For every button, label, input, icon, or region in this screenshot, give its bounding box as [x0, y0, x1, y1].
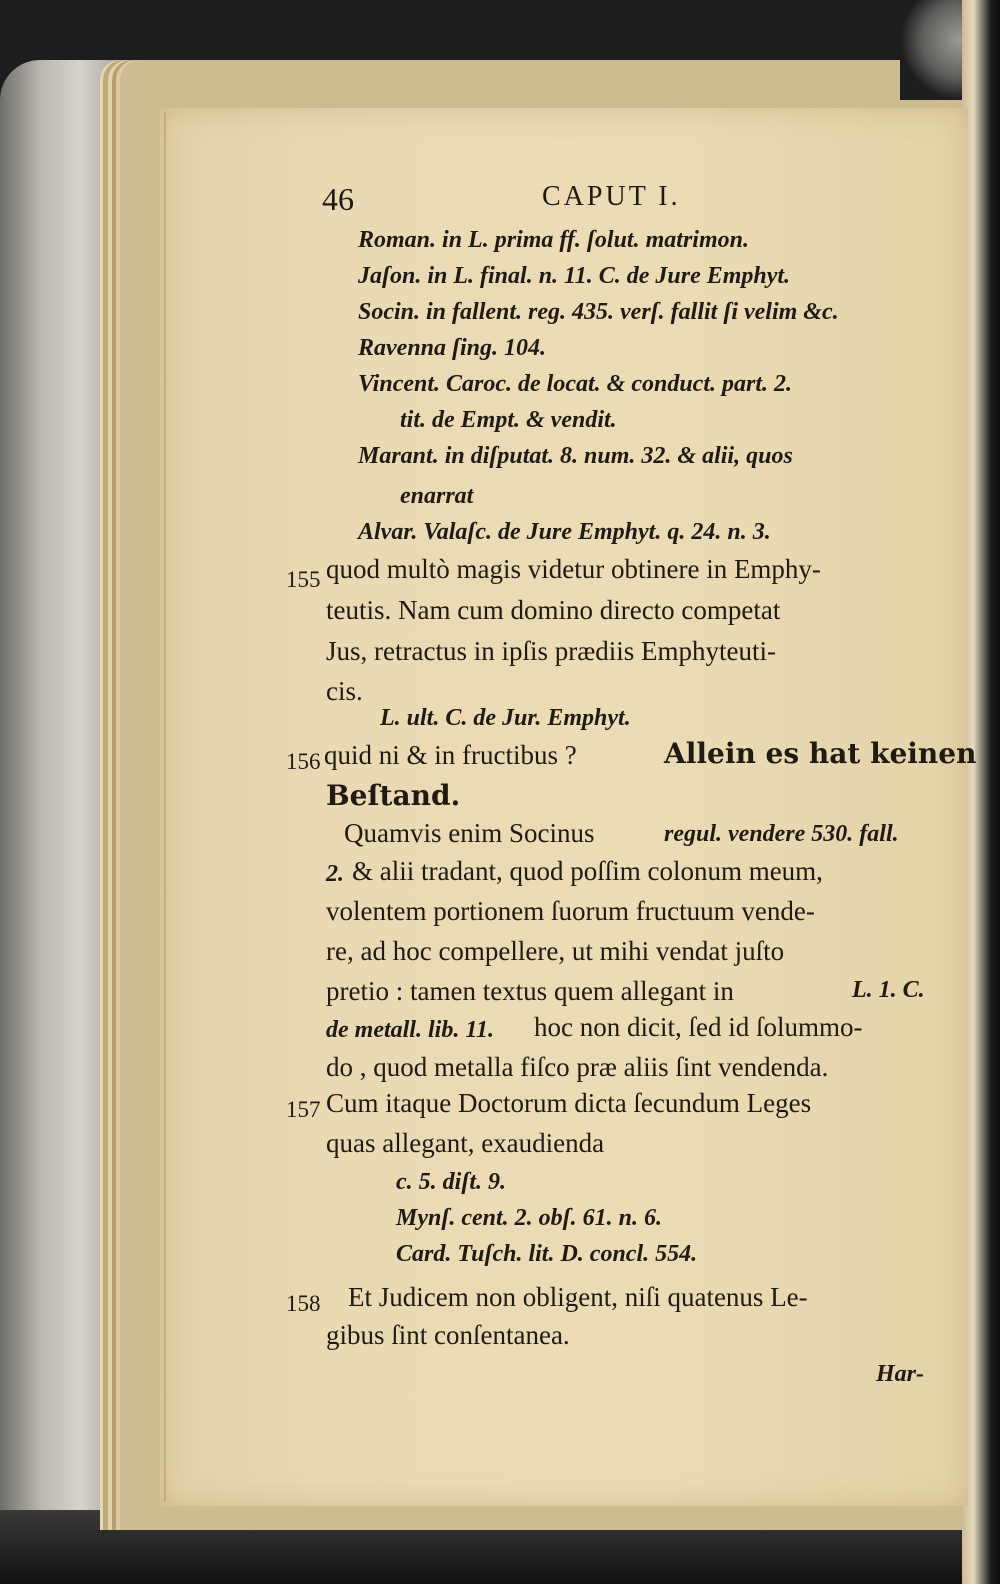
text-line: cis. — [326, 676, 363, 706]
text-line: gibus ſint conſentanea. — [326, 1320, 570, 1350]
text-line: quod multò magis videtur obtinere in Emphy- — [326, 554, 821, 584]
citation-inline: de metall. lib. 11. — [326, 1017, 494, 1043]
page-number: 46 — [322, 181, 354, 217]
text-line: Et Judicem non obligent, niſi quatenus Le- — [348, 1282, 808, 1312]
text-line: Jus, retractus in ipſis prædiis Emphyteuti- — [326, 636, 776, 666]
page-rule — [164, 112, 174, 1502]
citation-inline: regul. vendere 530. fall. — [664, 821, 899, 847]
citation-inline: L. 1. C. — [852, 977, 925, 1003]
text-line: re, ad hoc compellere, ut mihi vendat juſto — [326, 936, 785, 966]
text-line: do , quod metalla fiſco præ aliis ſint vendenda. — [326, 1052, 829, 1082]
catchword: Har- — [876, 1361, 924, 1387]
text-line: quid ni & in fructibus ? — [324, 740, 577, 770]
text-line: Cum itaque Doctorum dicta ſecundum Leges — [326, 1088, 812, 1118]
citation-line: Card. Tuſch. lit. D. concl. 554. — [396, 1241, 698, 1267]
citation-line: enarrat — [400, 483, 474, 509]
citation-line: tit. de Empt. & vendit. — [400, 407, 617, 433]
text-line: teutis. Nam cum domino directo competat — [326, 595, 781, 625]
text-line: volentem portionem ſuorum fructuum vende- — [326, 896, 815, 926]
text-line: hoc non dicit, ſed id ſolummo- — [534, 1012, 863, 1042]
citation-line: Vincent. Caroc. de locat. & conduct. part. 2. — [358, 371, 793, 397]
citation-line: Alvar. Valaſc. de Jure Emphyt. q. 24. n. 3. — [358, 519, 771, 545]
running-title: CAPUT I. — [542, 181, 681, 212]
margin-number: 157 — [286, 1097, 321, 1122]
citation-line: c. 5. diſt. 9. — [396, 1169, 506, 1195]
text-line: quas allegant, exaudienda — [326, 1128, 605, 1158]
citation-line: Roman. in L. prima ff. ſolut. matrimon. — [358, 227, 749, 253]
margin-number: 156 — [286, 749, 321, 774]
citation-line: Ravenna ſing. 104. — [358, 335, 547, 361]
text-line: & alii tradant, quod poſſim colonum meum, — [352, 856, 823, 886]
citation-line: Marant. in diſputat. 8. num. 32. & alii, quos — [358, 443, 793, 469]
margin-number: 155 — [286, 567, 321, 592]
margin-number: 158 — [286, 1291, 321, 1316]
blackletter-text: Beſtand. — [326, 779, 461, 812]
text-line: pretio : tamen textus quem allegant in — [326, 976, 734, 1006]
citation-line: Socin. in fallent. reg. 435. verſ. fallit ſi velim &c. — [358, 299, 839, 325]
citation-inline: 2. — [326, 861, 344, 887]
citation-line: Mynſ. cent. 2. obſ. 61. n. 6. — [396, 1205, 662, 1231]
citation-line: L. ult. C. de Jur. Emphyt. — [380, 705, 631, 731]
citation-line: Jaſon. in L. final. n. 11. C. de Jure Emphyt. — [358, 263, 791, 289]
blackletter-text: Allein es hat keinen — [664, 737, 977, 770]
text-line: Quamvis enim Socinus — [344, 818, 595, 848]
